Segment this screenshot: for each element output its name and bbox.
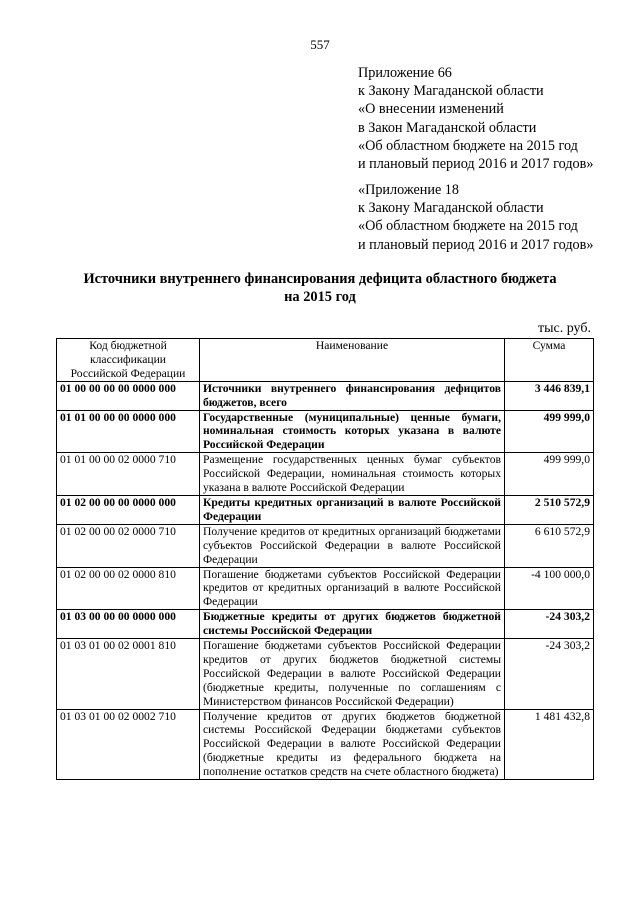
row-sum: 2 510 572,9 [505,495,594,524]
row-sum: 3 446 839,1 [505,381,594,410]
appendix-66-line: Приложение 66 [358,65,452,81]
row-name: Получение кредитов от других бюджетов бюджетной системы Российской Федерации бюджетами субъектов Российской Федерации в валюте Российской Федерации (бюджетные кредиты из федерального бюджета на пополнение остатков средств на счете областного бюджета) [200,709,505,780]
row-sum: -24 303,2 [505,610,594,639]
document-title [40,270,600,306]
table-row [57,381,594,410]
title-line-1: Источники внутреннего финансирования дефицита областного бюджета [83,271,557,287]
appendix-18-line: «Приложение 18 [358,182,459,198]
row-name: Получение кредитов от кредитных организаций бюджетами субъектов Российской Федерации в валюте Российской Федерации [200,524,505,567]
page-number: 557 [310,37,330,52]
row-code: 01 02 00 00 02 0000 810 [57,567,200,610]
appendix-66-line: и плановый период 2016 и 2017 годов» [358,156,594,173]
appendix-66-line: «Об областном бюджете на 2015 год [358,137,578,154]
title-line-2: на 2015 год [284,289,356,305]
table-body [57,381,594,779]
table-row [57,495,594,524]
table-row [57,410,594,453]
appendix-18-line: и плановый период 2016 и 2017 годов» [358,236,594,253]
header-code: Код бюджетной классификации Российской Федерации [57,339,200,382]
table-row [57,524,594,567]
table-row [57,453,594,496]
row-code: 01 03 01 00 02 0002 710 [57,709,200,780]
row-sum: -24 303,2 [505,639,594,710]
appendix-66-header [358,64,593,173]
row-name: Размещение государственных ценных бумаг субъектов Российской Федерации, номинальная стоимость которых указана в валюте Российской Федерации [200,453,505,496]
appendix-18-line: «Об областном бюджете на 2015 год [358,218,578,235]
row-code: 01 03 01 00 02 0001 810 [57,639,200,710]
table-row [57,709,594,780]
row-name: Источники внутреннего финансирования дефицитов бюджетов, всего [200,381,505,410]
appendix-18-line: к Закону Магаданской области [358,200,544,217]
table-header-row [57,339,594,382]
row-name: Бюджетные кредиты от других бюджетов бюджетной системы Российской Федерации [200,610,505,639]
sources-table [56,338,594,780]
appendix-66-line: «О внесении изменений [358,101,504,118]
row-sum: -4 100 000,0 [505,567,594,610]
row-code: 01 02 00 00 02 0000 710 [57,524,200,567]
row-code: 01 00 00 00 00 0000 000 [57,381,200,410]
row-name: Государственные (муниципальные) ценные бумаги, номинальная стоимость которых указана в валюте Российской Федерации [200,410,505,453]
row-sum: 6 610 572,9 [505,524,594,567]
appendix-66-line: к Закону Магаданской области [358,83,544,100]
row-name: Погашение бюджетами субъектов Российской Федерации кредитов от других бюджетов бюджетной системы Российской Федерации в валюте Российской Федерации (бюджетные кредиты, полученные по соглашениям с Министерством финансов Российской Федерации) [200,639,505,710]
row-sum: 499 999,0 [505,453,594,496]
row-sum: 1 481 432,8 [505,709,594,780]
row-sum: 499 999,0 [505,410,594,453]
header-sum: Сумма [505,339,594,382]
table-row [57,567,594,610]
table-row [57,610,594,639]
row-code: 01 01 00 00 02 0000 710 [57,453,200,496]
appendix-66-line: в Закон Магаданской области [358,119,537,136]
row-code: 01 03 00 00 00 0000 000 [57,610,200,639]
row-name: Кредиты кредитных организаций в валюте Российской Федерации [200,495,505,524]
row-code: 01 02 00 00 00 0000 000 [57,495,200,524]
appendix-18-header [358,181,593,254]
row-name: Погашение бюджетами субъектов Российской Федерации кредитов от кредитных организаций в валюте Российской Федерации [200,567,505,610]
units-label: тыс. руб. [538,321,591,336]
header-name: Наименование [200,339,505,382]
row-code: 01 01 00 00 00 0000 000 [57,410,200,453]
table-row [57,639,594,710]
